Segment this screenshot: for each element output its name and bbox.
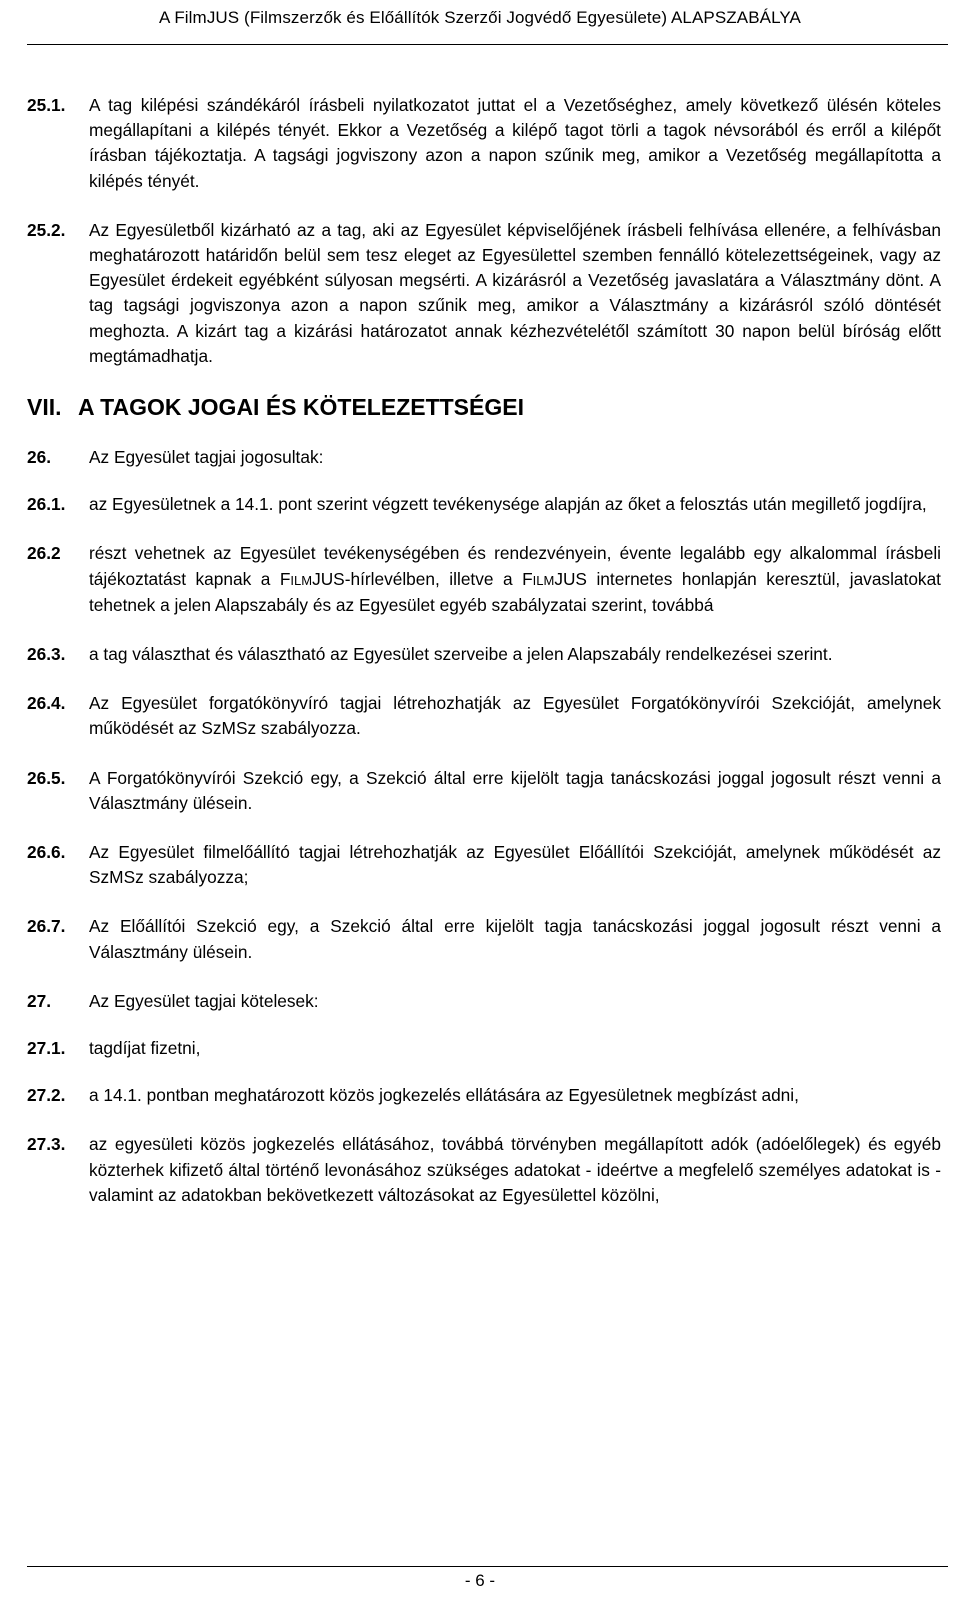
- section-27-heading: [27, 989, 941, 1014]
- paragraph-text: A Forgatókönyvírói Szekció egy, a Szekció által erre kijelölt tagja tanácskozási joggal jogosult részt venni a Választmány ülésein.: [89, 767, 941, 813]
- paragraph-26-6: [27, 840, 941, 890]
- paragraph-number: 27.1.: [27, 1038, 66, 1059]
- paragraph-27-2: [27, 1083, 941, 1108]
- paragraph-text: Az Egyesület filmelőállító tagjai létrehozhatják az Egyesület Előállítói Szekcióját, amelynek működését az SzMSz szabályozza;: [89, 842, 941, 888]
- paragraph-text: Az Előállítói Szekció egy, a Szekció által erre kijelölt tagja tanácskozási joggal jogosult részt venni a Választmány ülésein.: [89, 916, 941, 962]
- paragraph-number: 26.6.: [27, 842, 66, 863]
- section-title: Az Egyesület tagjai jogosultak:: [89, 447, 324, 468]
- section-title: Az Egyesület tagjai kötelesek:: [89, 990, 319, 1011]
- chapter-title: A TAGOK JOGAI ÉS KÖTELEZETTSÉGEI: [78, 394, 524, 421]
- paragraph-number: 26.3.: [27, 644, 66, 665]
- paragraph-25-2: [27, 218, 941, 369]
- paragraph-number: 25.1.: [27, 95, 66, 115]
- paragraph-26-2: [27, 541, 941, 618]
- paragraph-number: 26.4.: [27, 693, 66, 714]
- text-segment: JUS-hírlevélben, illetve a F: [312, 568, 533, 589]
- paragraph-text: Az Egyesület forgatókönyvíró tagjai létrehozhatják az Egyesület Forgatókönyvírói Szekcióját, amelynek működését az SzMSz szabályozza.: [89, 693, 941, 739]
- paragraph-26-3: [27, 642, 941, 667]
- paragraph-26-7: [27, 914, 941, 964]
- header-title: A FilmJUS (Filmszerzők és Előállítók Szerzői Jogvédő Egyesülete) ALAPSZABÁLYA: [159, 8, 801, 27]
- paragraph-25-1: [27, 93, 941, 194]
- paragraph-26-1: [27, 492, 941, 517]
- paragraph-text: A tag kilépési szándékáról írásbeli nyilatkozatot juttat el a Vezetőséghez, amely következő ülésén köteles megállapítani a kilépés tényét. Ekkor a Vezetőség a kilépő tagot törli a tagok névsorából és erről a kilépőt írásban tájékoztatja. A tagsági jogviszony azon a napon szűnik meg, amikor a Vezetőség megállapította a kilépés tényét.: [89, 95, 941, 191]
- page-header: [0, 0, 960, 44]
- chapter-heading: [27, 393, 941, 421]
- paragraph-number: 26.7.: [27, 916, 66, 937]
- document-body: [27, 93, 941, 1232]
- paragraph-text: tagdíjat fizetni,: [89, 1038, 201, 1059]
- text-segment: JUS internetes honlapján keresztül, javaslatokat tehetnek a jelen Alapszabály és az Egyesület egyéb szabályzatai szerint, továbbá: [89, 568, 941, 615]
- small-caps-segment: ILM: [290, 572, 313, 588]
- paragraph-text: az egyesületi közös jogkezelés ellátásához, továbbá törvényben megállapított adók (adóelőlegek) és egyéb közterhek kifizető által történő levonásához szükséges adatokat - ideértve a megfelelő személyes adatokat is - valamint az adatokban bekövetkezett változásokat az Egyesülettel közölni,: [89, 1134, 941, 1205]
- footer-divider: [27, 1566, 948, 1567]
- section-26-heading: [27, 445, 941, 470]
- paragraph-text: Az Egyesületből kizárható az a tag, aki az Egyesület képviselőjének írásbeli felhívása ellenére, a felhívásban meghatározott határidőn belül sem tesz eleget az Egyesülettel szemben fennálló kötelezettségeinek, vagy az Egyesület érdekeit egyébként súlyosan megsérti. A kizárásról a Vezetőség javaslatára a Választmány dönt. A tag tagsági jogviszonya azon a napon szűnik meg, amikor a Választmány a kizárásról szóló döntését meghozta. A kizárt tag a kizárási határozatot annak kézhezvételétől számított 30 napon belül bíróság előtt megtámadhatja.: [89, 219, 941, 366]
- paragraph-text: a tag választhat és választható az Egyesület szerveibe a jelen Alapszabály rendelkezései szerint.: [89, 644, 833, 665]
- paragraph-number: 26.1.: [27, 494, 66, 515]
- paragraph-number: 25.2.: [27, 219, 66, 240]
- header-divider: [27, 44, 948, 45]
- paragraph-number: 27.3.: [27, 1134, 66, 1155]
- chapter-number: VII.: [27, 394, 62, 421]
- paragraph-text: a 14.1. pontban meghatározott közös jogkezelés ellátására az Egyesületnek megbízást adni,: [89, 1085, 799, 1106]
- section-number: 26.: [27, 447, 52, 468]
- paragraph-27-3: [27, 1132, 941, 1208]
- page-number: - 6 -: [464, 1571, 496, 1590]
- paragraph-number: 26.2: [27, 543, 61, 564]
- paragraph-number: 26.5.: [27, 767, 66, 788]
- small-caps-segment: ILM: [532, 572, 555, 588]
- paragraph-26-5: [27, 766, 941, 816]
- paragraph-text: az Egyesületnek a 14.1. pont szerint végzett tevékenysége alapján az őket a felosztás után megillető jogdíjra,: [89, 494, 927, 515]
- paragraph-number: 27.2.: [27, 1085, 66, 1106]
- paragraph-text: [89, 541, 941, 618]
- section-number: 27.: [27, 990, 52, 1011]
- text-segment: részt vehetnek az Egyesület tevékenységében és rendezvényein, évente legalább egy alkalommal írásbeli tájékoztatást kapnak a F: [89, 543, 941, 589]
- paragraph-27-1: [27, 1036, 941, 1061]
- paragraph-26-4: [27, 691, 941, 741]
